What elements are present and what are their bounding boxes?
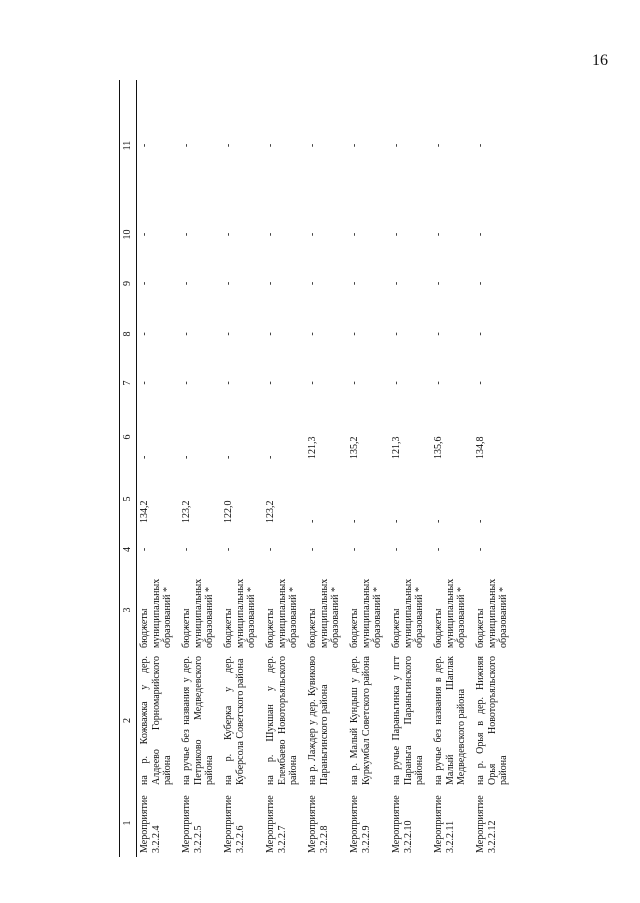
event-id: Мероприятие 3.2.2.7 <box>265 795 288 853</box>
column-header: 8 <box>120 309 137 359</box>
value-cell: - <box>139 232 150 237</box>
value-cell: - <box>265 381 276 385</box>
table-row <box>431 80 473 857</box>
value-cell: - <box>307 332 318 336</box>
value-cell: - <box>139 332 150 336</box>
value-cell: - <box>181 281 192 286</box>
funding-source: бюджеты муниципальных образований * <box>475 578 509 648</box>
table-row <box>221 80 263 857</box>
value-cell: - <box>223 455 234 459</box>
funding-source: бюджеты муниципальных образований * <box>433 578 467 648</box>
value-cell: - <box>223 381 234 385</box>
event-id: Мероприятие 3.2.2.5 <box>181 795 204 853</box>
value-cell: - <box>307 547 318 552</box>
value-cell: - <box>475 281 486 286</box>
table-row <box>179 80 221 857</box>
object-location: на р. Орья в дер. Нижняя Орья Новоторъяльского района <box>475 656 509 785</box>
value-cell: - <box>181 332 192 336</box>
value-cell: - <box>475 547 486 552</box>
funding-source: бюджеты муниципальных образований * <box>223 578 257 648</box>
rotated-table-container <box>119 80 556 857</box>
value-cell: - <box>139 547 150 552</box>
value-cell: - <box>349 281 360 286</box>
value-cell: - <box>475 332 486 336</box>
value-cell: - <box>307 281 318 286</box>
value-cell: - <box>433 332 444 336</box>
column-header: 3 <box>120 568 137 652</box>
value-cell: - <box>391 143 402 148</box>
value-cell: - <box>349 232 360 237</box>
funding-source: бюджеты муниципальных образований * <box>181 578 215 648</box>
value-cell: - <box>391 381 402 385</box>
value-cell: 121,3 <box>391 436 402 459</box>
column-header: 4 <box>120 531 137 568</box>
value-cell: - <box>391 547 402 552</box>
column-header: 9 <box>120 258 137 309</box>
value-cell: - <box>181 547 192 552</box>
funding-source: бюджеты муниципальных образований * <box>139 578 173 648</box>
page-number: 16 <box>592 52 608 69</box>
value-cell: - <box>349 547 360 552</box>
value-cell: - <box>265 281 276 286</box>
funding-source: бюджеты муниципальных образований * <box>391 578 425 648</box>
value-cell: - <box>391 232 402 237</box>
object-location: на ручье без названия в дер. Малый Шаплак Медведевского района <box>433 656 467 785</box>
column-header: 11 <box>120 80 137 211</box>
funding-source: бюджеты муниципальных образований * <box>349 578 383 648</box>
value-cell: - <box>391 332 402 336</box>
value-cell: - <box>475 143 486 148</box>
value-cell: - <box>265 143 276 148</box>
value-cell: 135,6 <box>433 436 444 459</box>
column-header: 2 <box>120 652 137 789</box>
column-number-row <box>120 80 137 857</box>
event-id: Мероприятие 3.2.2.6 <box>223 795 246 853</box>
value-cell: 134,2 <box>139 500 150 523</box>
event-id: Мероприятие 3.2.2.9 <box>349 795 372 853</box>
value-cell: - <box>433 519 444 523</box>
value-cell: 135,2 <box>349 436 360 459</box>
event-id: Мероприятие 3.2.2.4 <box>139 795 162 853</box>
value-cell: - <box>349 381 360 385</box>
value-cell: - <box>139 143 150 148</box>
value-cell: - <box>475 381 486 385</box>
table-row <box>347 80 389 857</box>
value-cell: - <box>433 281 444 286</box>
event-id: Мероприятие 3.2.2.10 <box>391 795 414 853</box>
value-cell: 121,3 <box>307 436 318 459</box>
value-cell: - <box>307 519 318 523</box>
value-cell: - <box>223 232 234 237</box>
value-cell: - <box>307 381 318 385</box>
value-cell: - <box>139 381 150 385</box>
value-cell: - <box>139 281 150 286</box>
object-location: на ручье без названия у дер. Петриково Медведевского района <box>181 656 215 785</box>
value-cell: - <box>433 143 444 148</box>
value-cell: - <box>265 232 276 237</box>
value-cell: - <box>475 519 486 523</box>
value-cell: - <box>433 547 444 552</box>
object-location: на р. Лаждер у дер. Кувиково Параньгинского района <box>307 656 330 785</box>
value-cell: - <box>181 143 192 148</box>
value-cell: - <box>349 143 360 148</box>
value-cell: - <box>307 143 318 148</box>
value-cell: - <box>265 455 276 459</box>
value-cell: - <box>265 332 276 336</box>
value-cell: - <box>349 519 360 523</box>
funding-source: бюджеты муниципальных образований * <box>265 578 299 648</box>
value-cell: - <box>265 547 276 552</box>
value-cell: 123,2 <box>181 500 192 523</box>
value-cell: - <box>181 455 192 459</box>
object-location: на р. Кожважка у дер. Алдеево Горномарийского района <box>139 656 173 785</box>
value-cell: - <box>433 232 444 237</box>
value-cell: 123,2 <box>265 500 276 523</box>
table-row <box>389 80 431 857</box>
event-id: Мероприятие 3.2.2.8 <box>307 795 330 853</box>
table-row <box>305 80 347 857</box>
value-cell: - <box>181 232 192 237</box>
event-id: Мероприятие 3.2.2.11 <box>433 795 456 853</box>
object-location: на р. Шукшан у дер. Елембаево Новоторъяльского района <box>265 656 299 785</box>
funding-table <box>119 80 515 857</box>
value-cell: - <box>475 232 486 237</box>
value-cell: 122,0 <box>223 500 234 523</box>
object-location: на р. Куберка у дер. Куберсола Советского района <box>223 656 246 785</box>
table-row <box>263 80 305 857</box>
value-cell: - <box>391 281 402 286</box>
column-header: 6 <box>120 407 137 467</box>
object-location: на ручье Параньгинка у пгт Параньга Параньгинского района <box>391 656 425 785</box>
column-header: 5 <box>120 467 137 531</box>
column-header: 1 <box>120 789 137 857</box>
event-id: Мероприятие 3.2.2.12 <box>475 795 498 853</box>
funding-source: бюджеты муниципальных образований * <box>307 578 341 648</box>
value-cell: - <box>391 519 402 523</box>
value-cell: - <box>433 381 444 385</box>
column-header: 7 <box>120 359 137 407</box>
value-cell: - <box>223 547 234 552</box>
value-cell: - <box>349 332 360 336</box>
value-cell: - <box>223 332 234 336</box>
value-cell: - <box>307 232 318 237</box>
value-cell: 134,8 <box>475 436 486 459</box>
column-header: 10 <box>120 211 137 258</box>
table-row <box>473 80 515 857</box>
value-cell: - <box>139 455 150 459</box>
object-location: на р. Малый Кундыш у дер. Куркумбал Советского района <box>349 656 372 785</box>
value-cell: - <box>223 281 234 286</box>
value-cell: - <box>223 143 234 148</box>
table-row <box>137 80 180 857</box>
value-cell: - <box>181 381 192 385</box>
